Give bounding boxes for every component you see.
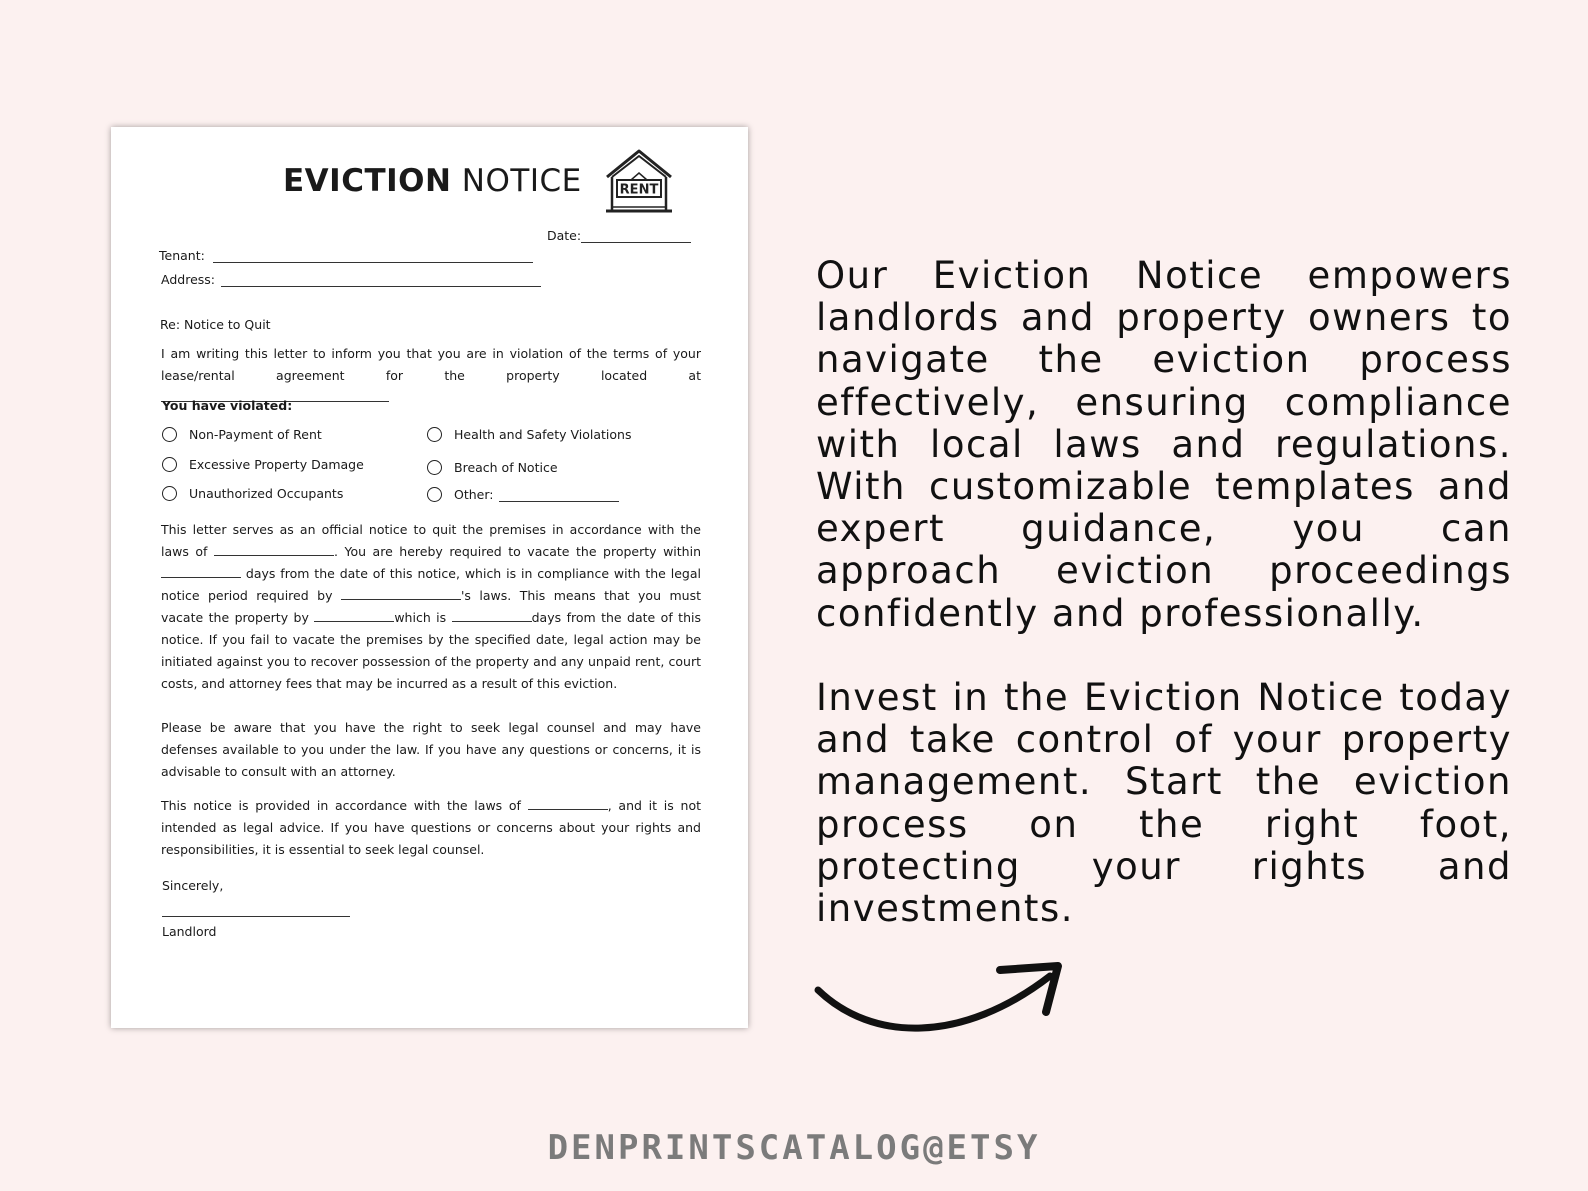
curved-arrow-icon (812, 962, 1078, 1044)
promo-paragraph-1: Our Eviction Notice empowers landlords and property owners to navigate the eviction process effectively, ensuring compliance with local laws and regulations. With customizable templates and expert guidance, you can approach eviction proceedings confidently and professionally. (816, 254, 1512, 635)
option-breach-of-notice[interactable]: Breach of Notice (427, 460, 558, 475)
promo-paragraph-2: Invest in the Eviction Notice today and take control of your property management. Start the eviction process on the right foot, protecting your rights and investments. (816, 676, 1512, 931)
state-blank[interactable] (341, 586, 461, 600)
legal-counsel-paragraph: Please be aware that you have the right to seek legal counsel and may have defenses available to you under the law. If you have any questions or concerns, it is advisable to consult with an attorney. (161, 720, 701, 779)
eviction-notice-document (111, 127, 748, 1028)
days-count-blank[interactable] (452, 608, 532, 622)
radio-icon[interactable] (162, 457, 177, 472)
signature-line[interactable] (162, 916, 350, 917)
radio-icon[interactable] (427, 487, 442, 502)
radio-icon[interactable] (427, 460, 442, 475)
option-property-damage[interactable]: Excessive Property Damage (162, 457, 364, 472)
radio-icon[interactable] (427, 427, 442, 442)
shop-watermark: DENPRINTSCATALOG@ETSY (547, 1128, 1041, 1168)
date-blank[interactable] (581, 230, 691, 243)
intro-paragraph: I am writing this letter to inform you that you are in violation of the terms of your lease/rental agreement for the property located at (161, 343, 701, 409)
radio-icon[interactable] (162, 486, 177, 501)
closing: Sincerely, (162, 878, 224, 893)
notice-paragraph: This letter serves as an official notice to quit the premises in accordance with the laws of . You are hereby required to vacate the property within days from the date of this notice, which is in compliance with the legal notice period required by 's laws. This means that you must vacate the property by which is days from the date of this notice. If you fail to vacate the premises by the specified date, legal action may be initiated against you to recover possession of the property and any unpaid rent, court costs, and attorney fees that may be incurred as a result of this eviction. (161, 522, 701, 691)
vacate-date-blank[interactable] (314, 608, 394, 622)
option-unauthorized-occupants[interactable]: Unauthorized Occupants (162, 486, 343, 501)
laws-blank[interactable] (528, 796, 608, 810)
re-line: Re: Notice to Quit (160, 317, 271, 332)
violated-heading: You have violated: (162, 398, 293, 413)
other-blank[interactable] (499, 488, 619, 502)
date-field: Date: (547, 228, 691, 243)
tenant-field: Tenant: (159, 248, 533, 263)
days-blank[interactable] (161, 564, 241, 578)
signature-label: Landlord (162, 924, 217, 939)
option-health-safety[interactable]: Health and Safety Violations (427, 427, 631, 442)
radio-icon[interactable] (162, 427, 177, 442)
rent-house-icon (603, 147, 675, 215)
address-field: Address: (161, 272, 541, 287)
svg-text:RENT: RENT (619, 182, 659, 198)
option-other[interactable]: Other: (427, 487, 619, 502)
tenant-blank[interactable] (213, 250, 533, 263)
address-blank[interactable] (221, 274, 541, 287)
document-title: EVICTION NOTICE (283, 163, 582, 199)
jurisdiction-blank[interactable] (214, 542, 334, 556)
option-non-payment[interactable]: Non-Payment of Rent (162, 427, 322, 442)
disclaimer-paragraph: This notice is provided in accordance with the laws of , and it is not intended as legal advice. If you have questions or concerns about your rights and responsibilities, it is essential to seek legal counsel. (161, 798, 701, 857)
